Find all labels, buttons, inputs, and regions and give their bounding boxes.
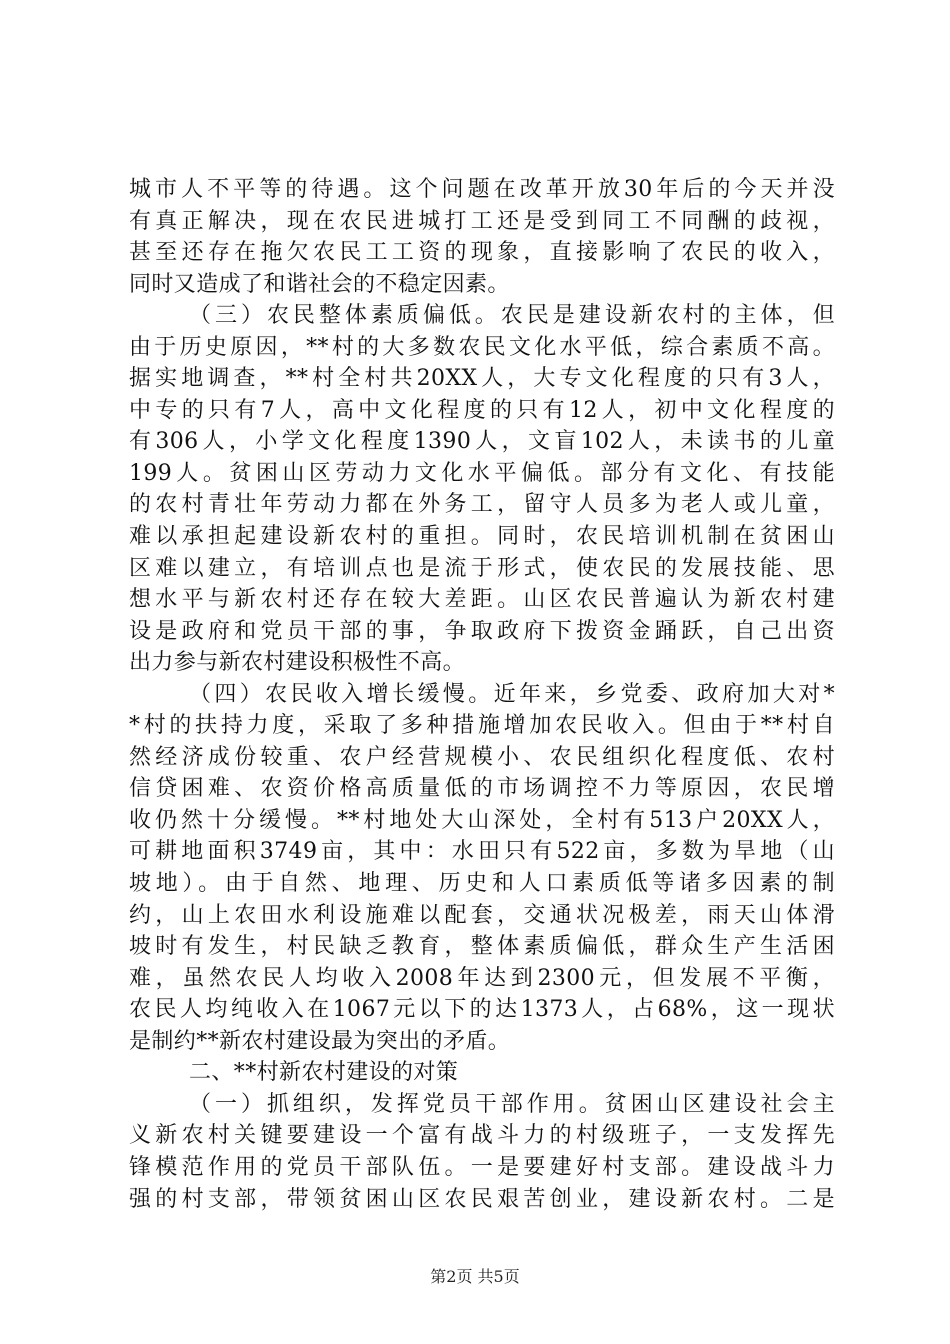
text-line: 甚至还存在拖欠农民工工资的现象，直接影响了农民的收入， [129,240,835,266]
text-line: 然经济成份较重、农户经营规模小、农民组织化程度低、农村 [129,744,835,770]
text-line: 坡地）。由于自然、地理、历史和人口素质低等诸多因素的制 [129,871,835,897]
text-line: 收仍然十分缓慢。**村地处大山深处，全村有513户20XX人， [129,807,835,833]
text-line: 难，虽然农民人均收入2008年达到2300元，但发展不平衡， [129,965,835,991]
text-line: 坡时有发生，村民缺乏教育，整体素质偏低，群众生产生活困 [129,934,835,960]
text-line: 据实地调查，**村全村共20XX人，大专文化程度的只有3人， [129,366,835,392]
text-line: 设是政府和党员干部的事，争取政府下拨资金踊跃，自己出资 [129,618,835,644]
text-line: 难以承担起建设新农村的重担。同时，农民培训机制在贫困山 [129,524,835,550]
text-line: 是制约**新农村建设最为突出的矛盾。 [129,1028,511,1054]
text-line: 中专的只有7人，高中文化程度的只有12人，初中文化程度的 [129,397,835,423]
text-line: （一）抓组织，发挥党员干部作用。贫困山区建设社会主 [189,1091,835,1117]
body-text [129,174,835,1215]
text-line: （三）农民整体素质偏低。农民是建设新农村的主体，但 [189,303,835,329]
text-line: 可耕地面积3749亩，其中：水田只有522亩，多数为旱地（山 [129,839,835,865]
text-line: 有306人，小学文化程度1390人，文盲102人，未读书的儿童 [129,429,835,455]
text-line: 想水平与新农村还存在较大差距。山区农民普遍认为新农村建 [129,587,835,613]
page-footer: 第2页 共5页 [430,1267,520,1286]
text-line: 锋模范作用的党员干部队伍。一是要建好村支部。建设战斗力 [129,1154,835,1180]
text-line: 出力参与新农村建设积极性不高。 [129,650,466,676]
text-line: *村的扶持力度，采取了多种措施增加农民收入。但由于**村自 [129,713,835,739]
text-line: 同时又造成了和谐社会的不稳定因素。 [129,271,510,297]
text-line: 的农村青壮年劳动力都在外务工，留守人员多为老人或儿童， [129,492,835,518]
text-line: 区难以建立，有培训点也是流于形式，使农民的发展技能、思 [129,555,835,581]
text-line: 由于历史原因，**村的大多数农民文化水平低，综合素质不高。 [129,334,835,360]
text-line: 信贷困难、农资价格高质量低的市场调控不力等原因，农民增 [129,776,835,802]
text-line: 199人。贫困山区劳动力文化水平偏低。部分有文化、有技能 [129,460,835,486]
text-line: 义新农村关键要建设一个富有战斗力的村级班子，一支发挥先 [129,1123,835,1149]
text-line: 有真正解决，现在农民进城打工还是受到同工不同酬的歧视， [129,208,835,234]
text-line: （四）农民收入增长缓慢。近年来，乡党委、政府加大对* [189,681,835,707]
text-line: 约，山上农田水利设施难以配套，交通状况极差，雨天山体滑 [129,902,835,928]
text-line: 城市人不平等的待遇。这个问题在改革开放30年后的今天并没 [129,177,835,202]
text-line: 强的村支部，带领贫困山区农民艰苦创业，建设新农村。二是 [129,1186,835,1212]
text-line: 农民人均纯收入在1067元以下的达1373人，占68%，这一现状 [129,997,835,1023]
text-line: 二、**村新农村建设的对策 [189,1060,459,1086]
